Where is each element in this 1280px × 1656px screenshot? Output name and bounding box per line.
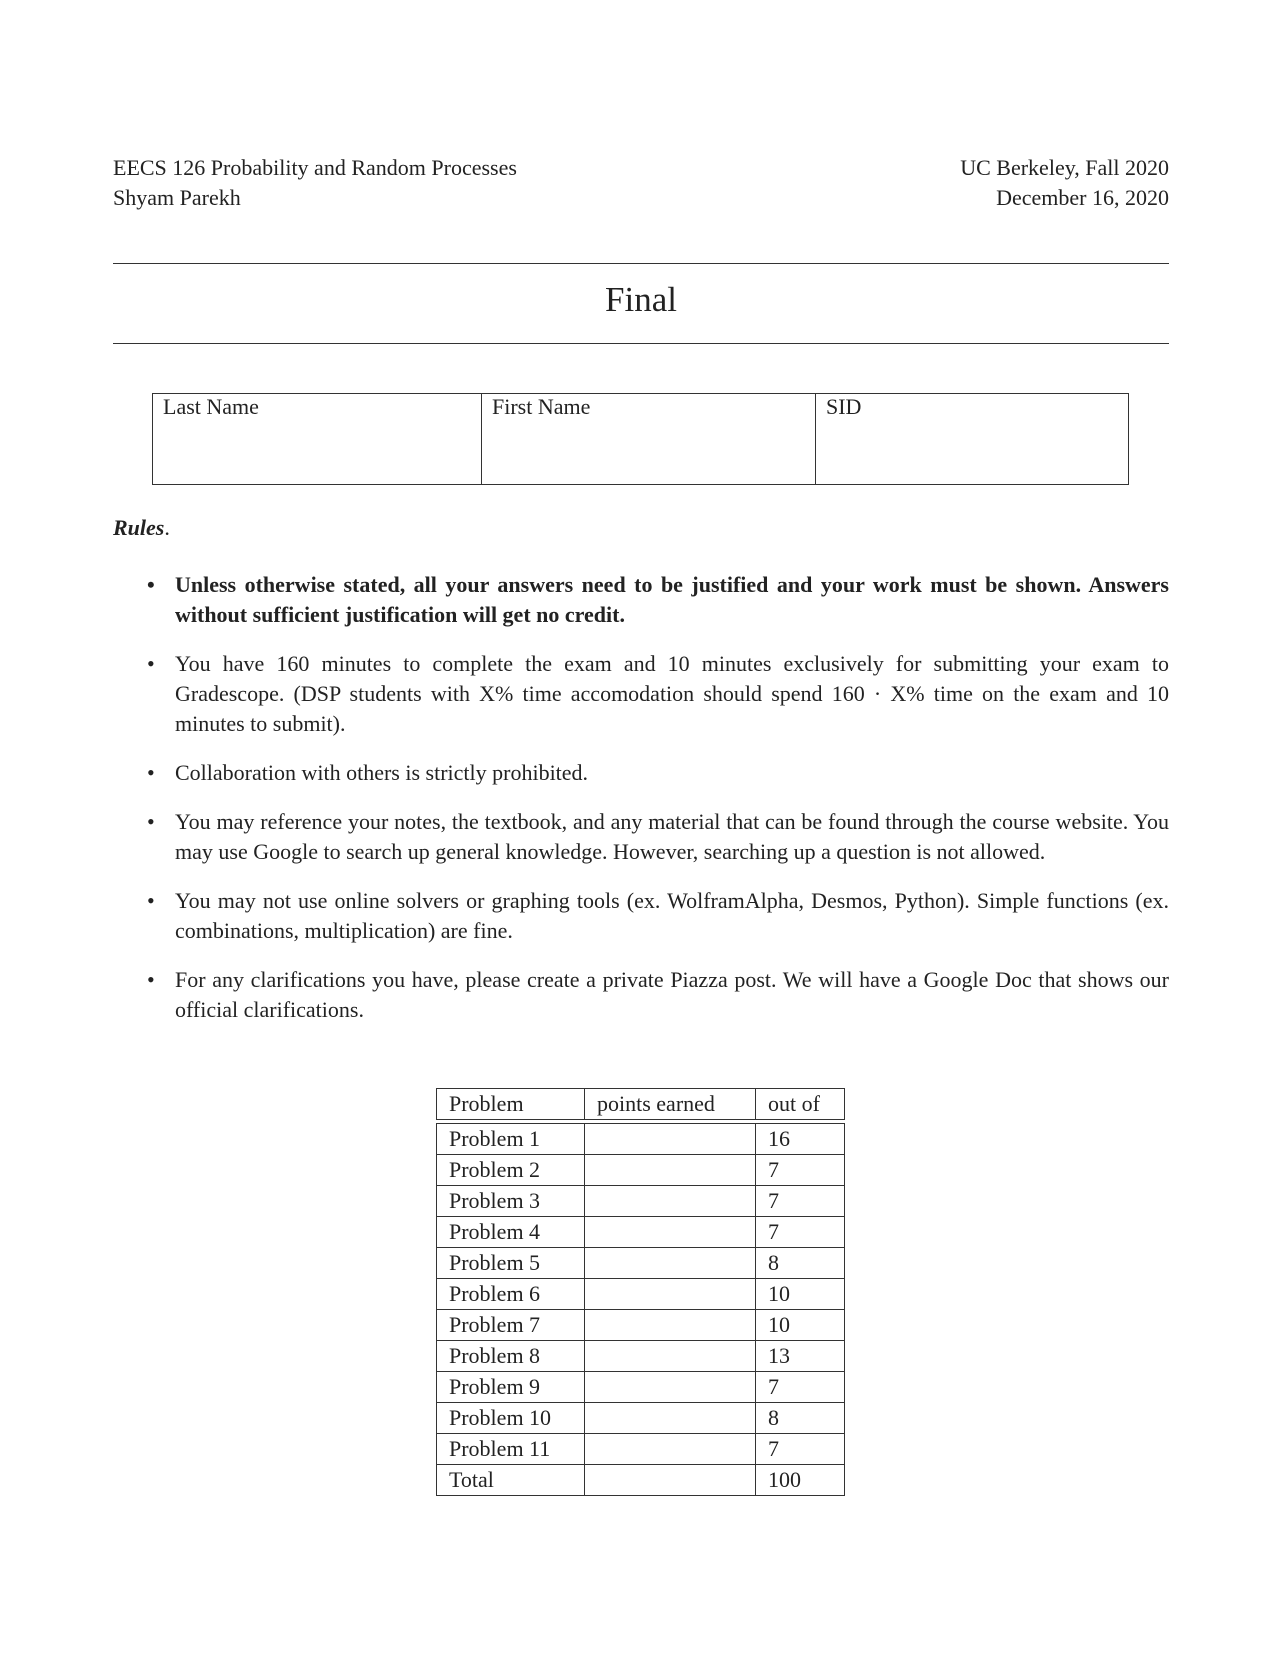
out-of-cell: 7 <box>756 1186 845 1217</box>
rules-heading <box>113 515 170 541</box>
out-of-cell: 8 <box>756 1248 845 1279</box>
last-name-field[interactable]: Last Name <box>153 394 482 484</box>
name-box <box>152 393 1129 485</box>
out-of-cell: 100 <box>756 1465 845 1496</box>
exam-info <box>960 153 1169 213</box>
course-info <box>113 153 517 213</box>
points-earned-cell[interactable] <box>585 1155 756 1186</box>
rules-heading-text: Rules <box>113 515 165 540</box>
out-of-cell: 8 <box>756 1403 845 1434</box>
bottom-rule <box>113 343 1169 344</box>
table-row <box>437 1310 845 1341</box>
header-points-earned: points earned <box>585 1089 756 1120</box>
instructor: Shyam Parekh <box>113 185 241 210</box>
exam-date: December 16, 2020 <box>996 185 1169 210</box>
sid-field[interactable]: SID <box>826 394 862 419</box>
problem-cell: Problem 9 <box>437 1372 585 1403</box>
page-title: Final <box>605 280 677 319</box>
table-row <box>437 1217 845 1248</box>
score-table <box>436 1088 845 1496</box>
problem-cell: Problem 1 <box>437 1124 585 1155</box>
table-row <box>437 1186 845 1217</box>
out-of-cell: 13 <box>756 1341 845 1372</box>
out-of-cell: 7 <box>756 1217 845 1248</box>
problem-cell: Problem 6 <box>437 1279 585 1310</box>
course-title: EECS 126 Probability and Random Processes <box>113 155 517 180</box>
header-out-of: out of <box>756 1089 845 1120</box>
points-earned-cell[interactable] <box>585 1403 756 1434</box>
top-rule <box>113 263 1169 264</box>
rules-list <box>175 570 1169 1044</box>
rule-item: • For any clarifications you have, please create a private Piazza post. We will have a Google Doc that shows our official clarifications. <box>175 965 1169 1025</box>
table-row <box>437 1124 845 1155</box>
problem-cell: Total <box>437 1465 585 1496</box>
out-of-cell: 7 <box>756 1372 845 1403</box>
points-earned-cell[interactable] <box>585 1279 756 1310</box>
out-of-cell: 10 <box>756 1279 845 1310</box>
table-row <box>437 1403 845 1434</box>
points-earned-cell[interactable] <box>585 1465 756 1496</box>
table-row <box>437 1248 845 1279</box>
rule-item: • You have 160 minutes to complete the exam and 10 minutes exclusively for submitting your exam to Gradescope. (DSP students with X% time accomodation should spend 160 · X% time on the exam and 10 minutes to submit). <box>175 649 1169 739</box>
rule-item: • You may not use online solvers or graphing tools (ex. WolframAlpha, Desmos, Python). Simple functions (ex. combinations, multiplication) are fine. <box>175 886 1169 946</box>
out-of-cell: 7 <box>756 1434 845 1465</box>
first-name-field[interactable]: First Name <box>482 394 816 484</box>
rule-item: • Unless otherwise stated, all your answers need to be justified and your work must be shown. Answers without sufficient justification will get no credit. <box>175 570 1169 630</box>
points-earned-cell[interactable] <box>585 1434 756 1465</box>
problem-cell: Problem 10 <box>437 1403 585 1434</box>
out-of-cell: 10 <box>756 1310 845 1341</box>
school-term: UC Berkeley, Fall 2020 <box>960 155 1169 180</box>
problem-cell: Problem 5 <box>437 1248 585 1279</box>
rules-period: . <box>164 515 170 540</box>
table-row <box>437 1465 845 1496</box>
header-problem: Problem <box>437 1089 585 1120</box>
table-row <box>437 1372 845 1403</box>
problem-cell: Problem 3 <box>437 1186 585 1217</box>
rule-item: • Collaboration with others is strictly prohibited. <box>175 758 1169 788</box>
points-earned-cell[interactable] <box>585 1217 756 1248</box>
problem-cell: Problem 4 <box>437 1217 585 1248</box>
problem-cell: Problem 2 <box>437 1155 585 1186</box>
points-earned-cell[interactable] <box>585 1372 756 1403</box>
table-row <box>437 1434 845 1465</box>
table-row <box>437 1279 845 1310</box>
problem-cell: Problem 8 <box>437 1341 585 1372</box>
points-earned-cell[interactable] <box>585 1341 756 1372</box>
rule-item: • You may reference your notes, the textbook, and any material that can be found through the course website. You may use Google to search up general knowledge. However, searching up a question is not allowed. <box>175 807 1169 867</box>
points-earned-cell[interactable] <box>585 1124 756 1155</box>
out-of-cell: 7 <box>756 1155 845 1186</box>
table-row <box>437 1341 845 1372</box>
points-earned-cell[interactable] <box>585 1310 756 1341</box>
table-row <box>437 1155 845 1186</box>
out-of-cell: 16 <box>756 1124 845 1155</box>
problem-cell: Problem 7 <box>437 1310 585 1341</box>
problem-cell: Problem 11 <box>437 1434 585 1465</box>
table-header-row <box>437 1089 845 1120</box>
points-earned-cell[interactable] <box>585 1248 756 1279</box>
points-earned-cell[interactable] <box>585 1186 756 1217</box>
